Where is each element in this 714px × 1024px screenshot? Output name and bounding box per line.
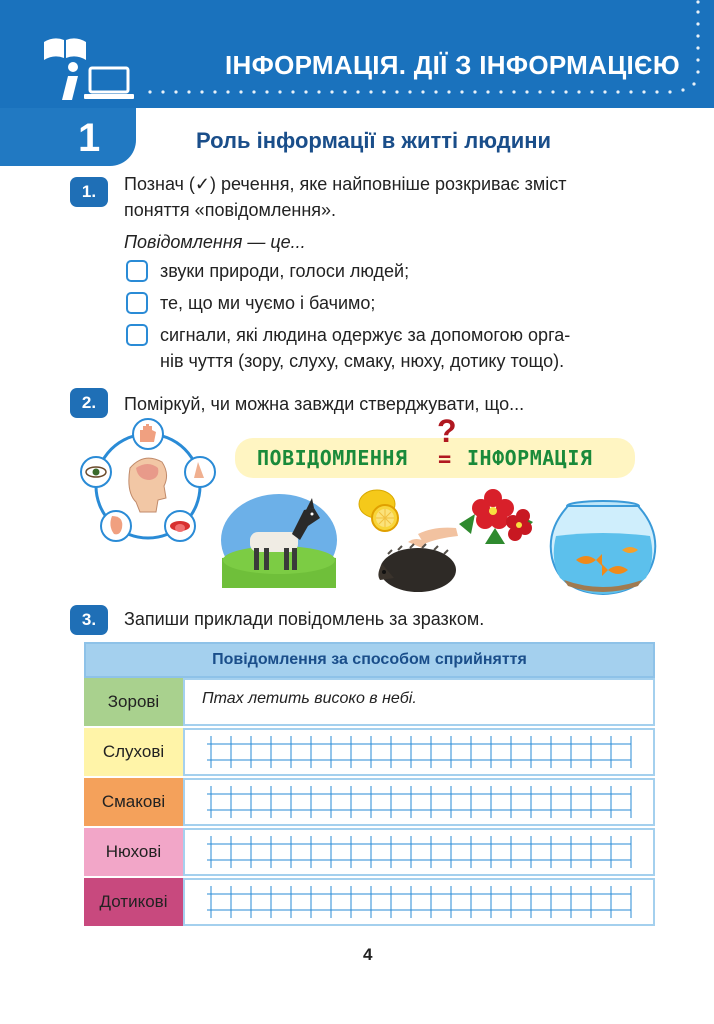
perception-table (84, 642, 655, 911)
row-label-auditory: Слухові (84, 728, 183, 776)
task-1-lead: Повідомлення — це... (124, 232, 306, 252)
goat-picture (220, 488, 338, 588)
hedgehog-picture (368, 524, 464, 594)
row-label-smell: Нюхові (84, 828, 183, 876)
row-cell-touch[interactable] (183, 878, 655, 926)
option-2-checkbox[interactable] (126, 292, 148, 314)
task-2-prompt: Поміркуй, чи можна завжди стверджувати, що... (124, 394, 525, 414)
table-row (84, 678, 655, 726)
writing-lines (185, 830, 653, 874)
option-3-text-line1: сигнали, які людина одержує за допомогою орга- (160, 325, 571, 345)
table-row (84, 778, 655, 826)
book-computer-info-icon (40, 30, 135, 102)
table-header: Повідомлення за способом сприйняття (84, 642, 655, 678)
row-label-visual: Зорові (84, 678, 183, 726)
writing-lines (185, 780, 653, 824)
option-3-checkbox[interactable] (126, 324, 148, 346)
row-example-visual: Птах летить високо в небі. (202, 690, 417, 707)
banner-title: ІНФОРМАЦІЯ. ДІЇ З ІНФОРМАЦІЄЮ (225, 50, 680, 80)
row-label-taste: Смакові (84, 778, 183, 826)
task-3-prompt: Запиши приклади повідомлень за зразком. (124, 609, 485, 629)
senses-diagram-icon (78, 418, 218, 548)
task-1-prompt-line2: поняття «повідомлення». (124, 200, 337, 220)
row-label-touch: Дотикові (84, 878, 183, 926)
table-row (84, 878, 655, 926)
table-row (84, 728, 655, 776)
task-2-badge: 2. (70, 388, 108, 418)
row-cell-taste[interactable] (183, 778, 655, 826)
table-row (84, 828, 655, 876)
option-2-text: те, що ми чуємо і бачимо; (160, 293, 376, 313)
section-number-tab (0, 108, 136, 166)
writing-lines (185, 880, 653, 924)
page-number: 4 (363, 945, 373, 964)
task-3-badge: 3. (70, 605, 108, 635)
writing-lines (185, 730, 653, 774)
row-cell-smell[interactable] (183, 828, 655, 876)
question-mark: ? (437, 413, 457, 449)
option-1-checkbox[interactable] (126, 260, 148, 282)
section-number: 1 (78, 116, 101, 160)
header-banner (0, 0, 714, 108)
row-cell-auditory[interactable] (183, 728, 655, 776)
equation-right-word: ІНФОРМАЦІЯ (467, 446, 593, 470)
task-1-badge: 1. (70, 177, 108, 207)
section-title: Роль інформації в житті людини (196, 128, 552, 153)
red-flowers-picture (455, 484, 537, 548)
option-3-text-line2: нів чуття (зору, слуху, смаку, нюху, дотику тощо). (160, 351, 565, 371)
option-1-text: звуки природи, голоси людей; (160, 261, 410, 281)
equation-left-word: ПОВІДОМЛЕННЯ (257, 446, 408, 470)
fish-bowl-picture (546, 500, 660, 596)
equals-sign: = (438, 447, 452, 472)
task-1-prompt-line1: Познач (✓) речення, яке найповніше розкриває зміст (124, 174, 567, 194)
